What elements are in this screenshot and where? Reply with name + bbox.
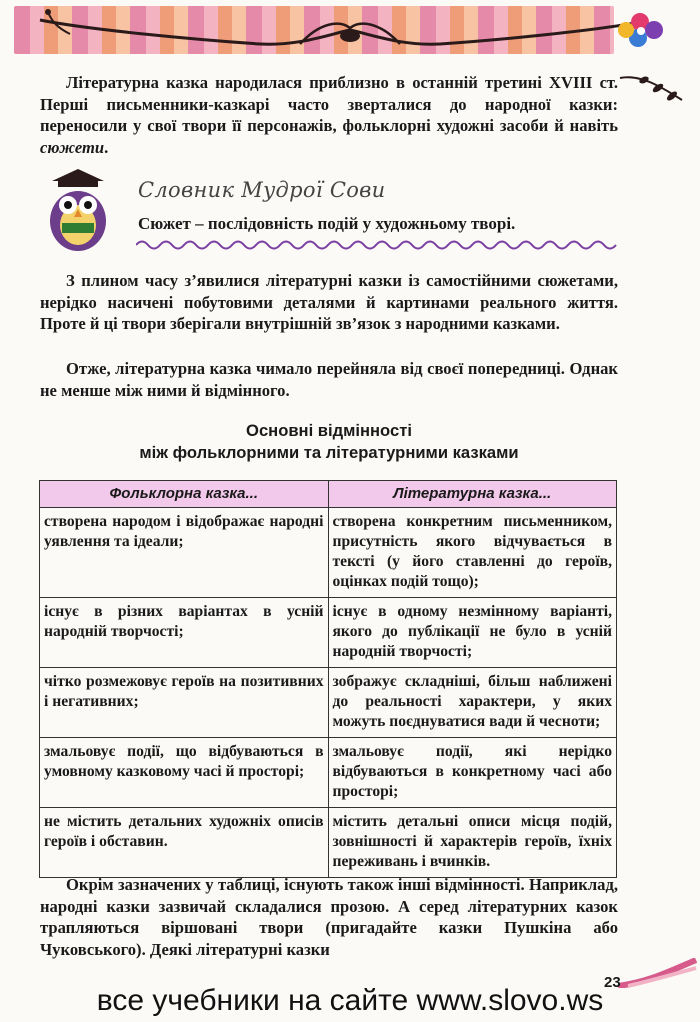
closing-paragraph: Окрім зазначених у таблиці, існують також інші відмінності. Наприклад, народні казки зазвичай складалися прозою. А серед літературних казок трапляються віршовані твори (пригадайте казки Пушкіна або Чуковського). Деякі літературні казки [40,875,618,959]
header-literary-tale: Літературна казка... [328,481,617,508]
dictionary-term: Сюжет [138,214,191,233]
wave-divider [136,238,618,252]
table-row [40,808,617,878]
folk-cell: створена народом і відображає народні уявлення та ідеали; [40,508,329,598]
literary-cell: створена конкретним письменником, присутність якого відчувається в тексті (у його ставленні до героїв, оцінках подій тощо); [328,508,617,598]
table-caption-line-1: Основні відмінності [246,421,412,440]
table-row [40,668,617,738]
differences-table [39,480,617,878]
owl-icon [38,165,118,255]
intro-emphasis: сюжети [40,137,105,157]
dictionary-definition: Сюжет – послідовність подій у художньому творі. [138,214,516,233]
table-header-row [40,481,617,508]
footer-banner: все учебники на сайте www.slovo.ws [96,984,604,1017]
flower-icon [610,8,690,108]
literary-cell: зображує складніші, більш наближені до реальності характери, у яких можуть поєднуватися вади й чесноти; [328,668,617,738]
folk-cell: не містить детальних художніх описів героїв і обставин. [40,808,329,878]
intro-paragraph: Літературна казка народилася приблизно в останній третині XVIII ст. Перші письменники-казкарі часто зверталися до народної казки: переносили у свої твори її персонажів, фольклорні художні засоби й навіть сюжети. [40,73,618,157]
dictionary-title: Словник Мудрої Сови [138,178,386,202]
folk-cell: існує в різних варіантах в усній народній творчості; [40,598,329,668]
table-row [40,598,617,668]
literary-cell: змальовує події, які нерідко відбуваються в конкретному часі або просторі; [328,738,617,808]
table-row [40,738,617,808]
plot-paragraph: З плином часу з’явилися літературні казки із самостійними сюжетами, нерідко насичені побутовими деталями й картинами реального життя. Проте й ці твори зберігали внутрішній зв’язок з народними казками. [40,271,618,334]
literary-cell: існує в одному незмінному варіанті, якого до публікації не було в усній народній творчості; [328,598,617,668]
table-row [40,508,617,598]
header-folk-tale: Фольклорна казка... [40,481,329,508]
consequence-paragraph: Отже, літературна казка чимало перейняла від своєї попередниці. Однак не менше між ними й відмінного. [40,359,618,400]
folk-cell: чітко розмежовує героїв на позитивних і негативних; [40,668,329,738]
folk-cell: змальовує події, що відбуваються в умовному казковому часі й просторі; [40,738,329,808]
page-number: 23 [604,974,621,991]
table-caption-line-2: між фольклорними та літературними казками [139,443,519,462]
ornament-icon [0,0,700,70]
literary-cell: містить детальні описи місця подій, зовнішності й характерів героїв, їхніх переживань і вчинків. [328,808,617,878]
